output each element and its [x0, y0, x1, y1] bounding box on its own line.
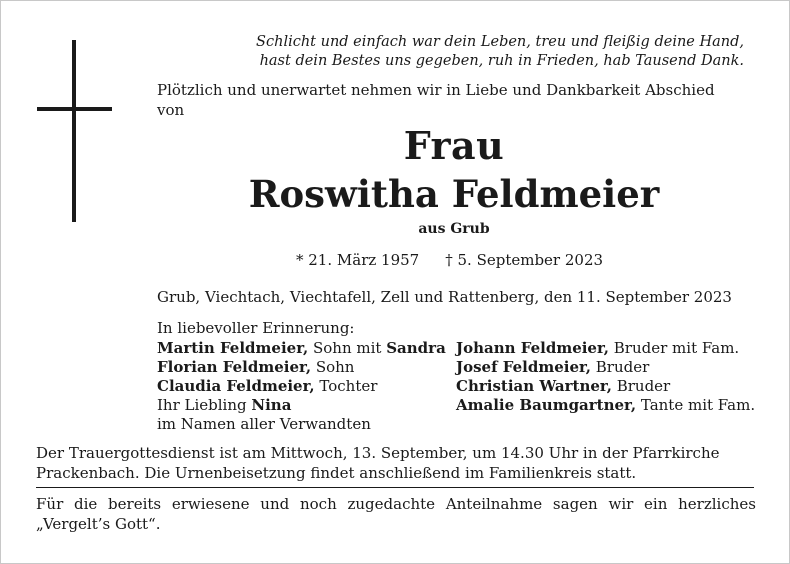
service-line-2: Prackenbach. Die Urnenbeisetzung findet anschließend im Familienkreis statt. — [36, 464, 637, 482]
mourner-name: Florian Feldmeier, — [157, 358, 312, 376]
intro-line-2: von — [157, 101, 185, 119]
mourner-name: Nina — [251, 396, 292, 414]
mourner-row — [157, 358, 457, 377]
memory-label: In liebevoller Erinnerung: — [157, 319, 355, 337]
death-date: † 5. September 2023 — [445, 251, 604, 269]
title-frau: Frau — [403, 123, 505, 168]
mourner-name: Christian Wartner, — [456, 377, 612, 395]
mourner-row — [456, 377, 776, 396]
mourner-relation: Bruder mit Fam. — [609, 339, 740, 357]
origin: aus Grub — [418, 221, 490, 237]
mourner-row — [456, 358, 776, 377]
place-and-date: Grub, Viechtach, Viechtafell, Zell und Rattenberg, den 11. September 2023 — [157, 288, 732, 306]
mourner-relation: Bruder — [591, 358, 650, 376]
mourner-row — [157, 396, 457, 415]
mourners-left-column — [157, 339, 457, 434]
mourner-name: Josef Feldmeier, — [456, 358, 592, 376]
cross-horizontal-bar — [37, 107, 112, 111]
mourners-right-column — [456, 339, 776, 415]
mourner-row — [456, 396, 776, 415]
mourner-row — [157, 339, 457, 358]
mourner-partner-name: Sandra — [386, 339, 446, 357]
deceased-name: Roswitha Feldmeier — [248, 172, 660, 216]
relatives-note: im Namen aller Verwandten — [157, 415, 371, 433]
poem-line-2: hast dein Bestes uns gegeben, ruh in Frieden, hab Tausend Dank. — [259, 53, 744, 69]
mourner-row — [157, 415, 457, 434]
thanks-line-2: „Vergelt’s Gott“. — [36, 515, 161, 533]
thanks-text — [36, 494, 756, 534]
mourner-row — [157, 377, 457, 396]
service-line-1: Der Trauergottesdienst ist am Mittwoch, 13. September, um 14.30 Uhr in der Pfarrkirche — [36, 444, 720, 462]
divider-line — [36, 487, 754, 488]
mourner-name: Amalie Baumgartner, — [456, 396, 637, 414]
intro-text — [157, 80, 757, 120]
mourner-prefix: Ihr Liebling — [157, 396, 252, 414]
life-dates — [296, 250, 626, 270]
mourner-name: Johann Feldmeier, — [456, 339, 610, 357]
intro-line-1: Plötzlich und unerwartet nehmen wir in Liebe und Dankbarkeit Abschied — [157, 81, 715, 99]
service-info — [36, 443, 756, 483]
mourner-relation: Sohn mit — [308, 339, 387, 357]
mourner-name: Martin Feldmeier, — [157, 339, 309, 357]
birth-date: * 21. März 1957 — [296, 251, 420, 269]
mourner-relation: Tante mit Fam. — [636, 396, 756, 414]
mourner-row — [456, 339, 776, 358]
mourner-relation: Sohn — [311, 358, 355, 376]
poem — [200, 33, 744, 71]
mourner-relation: Tochter — [314, 377, 378, 395]
mourner-name: Claudia Feldmeier, — [157, 377, 315, 395]
poem-line-1: Schlicht und einfach war dein Leben, treu und fleißig deine Hand, — [256, 34, 744, 50]
mourner-relation: Bruder — [611, 377, 671, 395]
thanks-line-1: Für die bereits erwiesene und noch zugedachte Anteilnahme sagen wir ein herzliches — [36, 495, 756, 513]
